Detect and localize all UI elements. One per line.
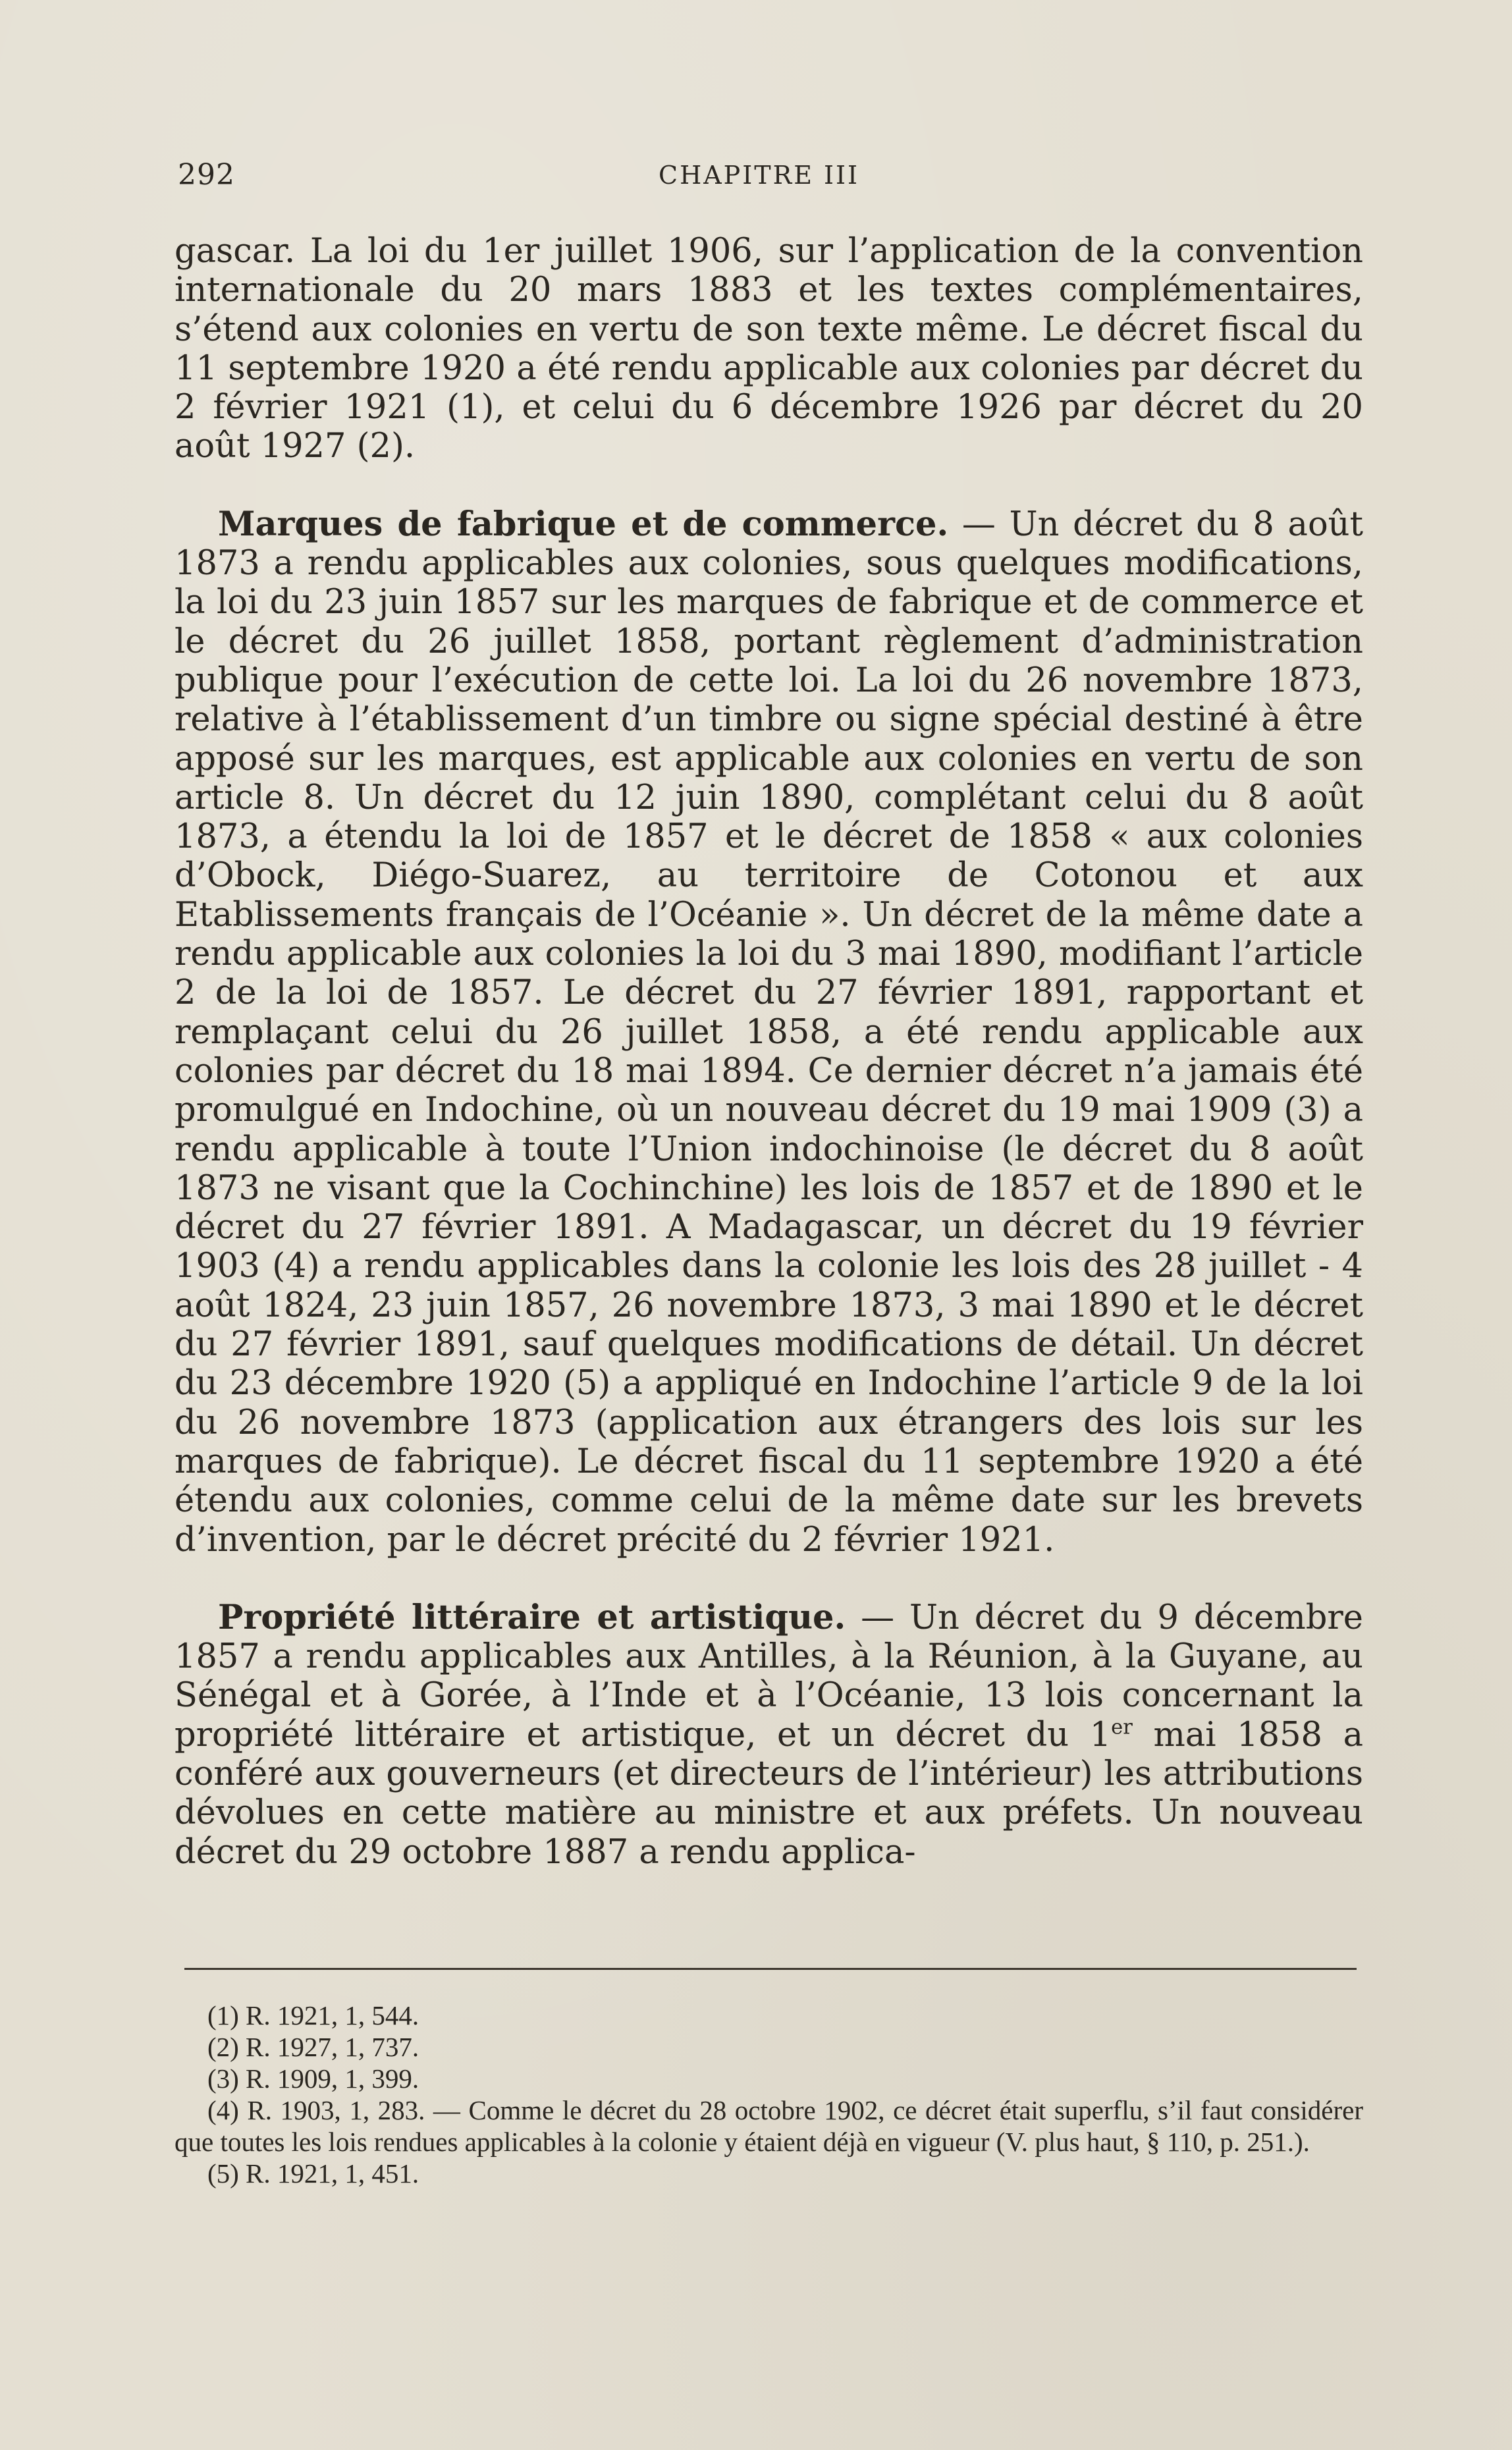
paragraph-marques <box>175 505 1363 1560</box>
footnote-5: (5) R. 1921, 1, 451. <box>207 2158 419 2189</box>
paragraph-propriete-superscript: er <box>1111 1716 1133 1739</box>
running-head <box>178 158 1363 198</box>
footnote-1: (1) R. 1921, 1, 544. <box>207 2000 419 2030</box>
paragraph-propriete-body-a: — Un décret du 9 décembre 1857 a rendu applicables aux Antilles, à la Réunion, à la Guyane, au Sénégal et à Gorée, à l’Inde et à l’Océanie, 13 lois concernant la propriété littéraire et artistique, et un décret du <box>175 1598 1363 1755</box>
footnote-2: (2) R. 1927, 1, 737. <box>207 2032 419 2062</box>
paragraph-propriete-body-b: mai 1858 a conféré aux gouverneurs (et directeurs de l’intérieur) les attributions dévolues en cette matière au ministre et aux préfets. Un nouveau décret du 29 octobre 1887 a rendu applica- <box>175 1715 1363 1872</box>
footnote-4: (4) R. 1903, 1, 283. — Comme le décret du 28 octobre 1902, ce décret était superflu, s’il faut considérer que toutes les lois rendues applicables à la colonie y étaient déjà en vigueur (V. plus haut, § 110, p. 251.). <box>175 2095 1363 2157</box>
paragraph-continuation: gascar. La loi du 1er juillet 1906, sur l’application de la convention internationale du 20 mars 1883 et les textes complémentaires, s’étend aux colonies en vertu de son texte même. Le décret fiscal du 11 septembre 1920 a été rendu applicable aux colonies par décret du 2 février 1921 (1), et celui du 6 décembre 1926 par décret du 20 août 1927 (2). <box>175 232 1363 466</box>
paragraph-propriete-ordinal: 1 <box>1089 1715 1112 1755</box>
footnotes <box>175 2000 1363 2189</box>
section-heading-marques: Marques de fabrique et de commerce. <box>218 504 949 544</box>
paragraph-propriete <box>175 1598 1363 1872</box>
footnote-3: (3) R. 1909, 1, 399. <box>207 2063 419 2094</box>
page-number: 292 <box>178 158 235 192</box>
paragraph-marques-body: — Un décret du 8 août 1873 a rendu applicables aux colonies, sous quelques modifications, la loi du 23 juin 1857 sur les marques de fabrique et de commerce et le décret du 26 juillet 1858, portant règlement d’administration publique pour l’exécution de cette loi. La loi du 26 novembre 1873, relative à l’établissement d’un timbre ou signe spécial destiné à être apposé sur les marques, est applicable aux colonies en vertu de son article 8. Un décret du 12 juin 1890, complétant celui du 8 août 1873, a étendu la loi de 1857 et le décret de 1858 « aux colonies d’Obock, Diégo-Suarez, au territoire de Cotonou et aux Etablissements français de l’Océanie ». Un décret de la même date a rendu applicable aux colonies la loi du 3 mai 1890, modifiant l’article 2 de la loi de 1857. Le décret du 27 février 1891, rapportant et remplaçant celui du 26 juillet 1858, a été rendu applicable aux colonies par décret du 18 mai 1894. Ce dernier décret n’a jamais été promulgué en Indochine, où un nouveau décret du 19 mai 1909 (3) a rendu applicable à toute l’Union indochinoise (le décret du 8 août 1873 ne visant que la Cochinchine) les lois de 1857 et de 1890 et le décret du 27 février 1891. A Madagascar, un décret du 19 février 1903 (4) a rendu applicables dans la colonie les lois des 28 juillet - 4 août 1824, 23 juin 1857, 26 novembre 1873, 3 mai 1890 et le décret du 27 février 1891, sauf quelques modifications de détail. Un décret du 23 décembre 1920 (5) a appliqué en Indochine l’article 9 de la loi du 26 novembre 1873 (application aux étrangers des lois sur les marques de fabrique). Le décret fiscal du 11 septembre 1920 a été étendu aux colonies, comme celui de la même date sur les brevets d’invention, par le décret précité du 2 février 1921. <box>175 504 1363 1560</box>
footnote-rule <box>184 1968 1357 1970</box>
chapter-title: CHAPITRE III <box>659 161 860 190</box>
section-heading-propriete: Propriété littéraire et artistique. <box>218 1597 846 1637</box>
body-text <box>175 232 1363 1872</box>
